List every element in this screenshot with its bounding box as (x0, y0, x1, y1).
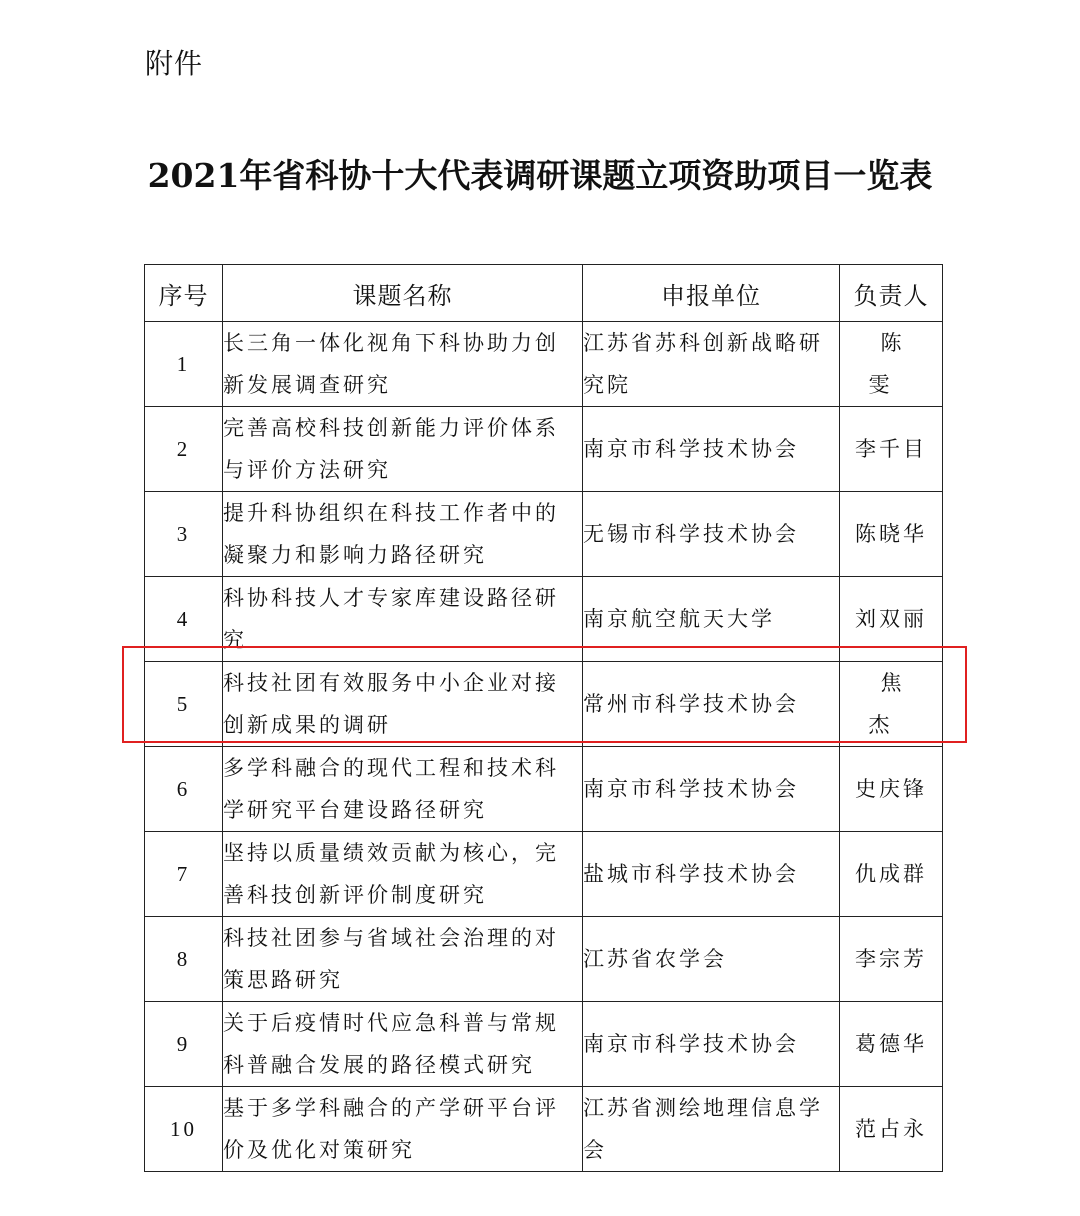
row-person: 焦 杰 (840, 662, 943, 747)
row-title: 长三角一体化视角下科协助力创新发展调查研究 (223, 322, 583, 407)
row-no: 7 (145, 832, 223, 917)
row-title: 关于后疫情时代应急科普与常规科普融合发展的路径模式研究 (223, 1002, 583, 1087)
header-no: 序号 (145, 265, 223, 322)
table-header-row (145, 265, 943, 322)
row-no: 9 (145, 1002, 223, 1087)
table-row (145, 407, 943, 492)
row-person: 葛德华 (840, 1002, 943, 1087)
table-row (145, 577, 943, 662)
row-unit: 南京市科学技术协会 (583, 747, 840, 832)
table-row (145, 832, 943, 917)
document-title: 2021年省科协十大代表调研课题立项资助项目一览表 (147, 156, 933, 195)
row-unit: 南京航空航天大学 (583, 577, 840, 662)
row-title: 科技社团参与省域社会治理的对策思路研究 (223, 917, 583, 1002)
attachment-label: 附件 (145, 47, 204, 80)
row-title: 提升科协组织在科技工作者中的凝聚力和影响力路径研究 (223, 492, 583, 577)
table-row (145, 322, 943, 407)
row-unit: 无锡市科学技术协会 (583, 492, 840, 577)
row-no: 4 (145, 577, 223, 662)
row-no: 10 (145, 1087, 223, 1172)
row-person: 李宗芳 (840, 917, 943, 1002)
row-no: 3 (145, 492, 223, 577)
row-title: 坚持以质量绩效贡献为核心，完善科技创新评价制度研究 (223, 832, 583, 917)
row-title: 科技社团有效服务中小企业对接创新成果的调研 (223, 662, 583, 747)
row-title: 基于多学科融合的产学研平台评价及优化对策研究 (223, 1087, 583, 1172)
row-no: 6 (145, 747, 223, 832)
row-unit: 江苏省测绘地理信息学会 (583, 1087, 840, 1172)
row-title: 多学科融合的现代工程和技术科学研究平台建设路径研究 (223, 747, 583, 832)
table-row (145, 1002, 943, 1087)
table-row (145, 747, 943, 832)
row-person: 李千目 (840, 407, 943, 492)
row-person: 陈 雯 (840, 322, 943, 407)
row-person: 史庆锋 (840, 747, 943, 832)
row-title: 完善高校科技创新能力评价体系与评价方法研究 (223, 407, 583, 492)
header-title: 课题名称 (223, 265, 583, 322)
row-unit: 南京市科学技术协会 (583, 1002, 840, 1087)
row-unit: 南京市科学技术协会 (583, 407, 840, 492)
table-row-highlighted (145, 662, 943, 747)
table-row (145, 1087, 943, 1172)
project-table (144, 264, 943, 1172)
header-person: 负责人 (840, 265, 943, 322)
row-no: 2 (145, 407, 223, 492)
row-no: 8 (145, 917, 223, 1002)
row-unit: 常州市科学技术协会 (583, 662, 840, 747)
table-row (145, 917, 943, 1002)
row-unit: 江苏省苏科创新战略研究院 (583, 322, 840, 407)
row-title: 科协科技人才专家库建设路径研究 (223, 577, 583, 662)
row-person: 范占永 (840, 1087, 943, 1172)
row-person: 刘双丽 (840, 577, 943, 662)
row-person: 陈晓华 (840, 492, 943, 577)
row-person: 仇成群 (840, 832, 943, 917)
table-row (145, 492, 943, 577)
row-unit: 盐城市科学技术协会 (583, 832, 840, 917)
row-unit: 江苏省农学会 (583, 917, 840, 1002)
row-no: 1 (145, 322, 223, 407)
row-no: 5 (145, 662, 223, 747)
header-unit: 申报单位 (583, 265, 840, 322)
